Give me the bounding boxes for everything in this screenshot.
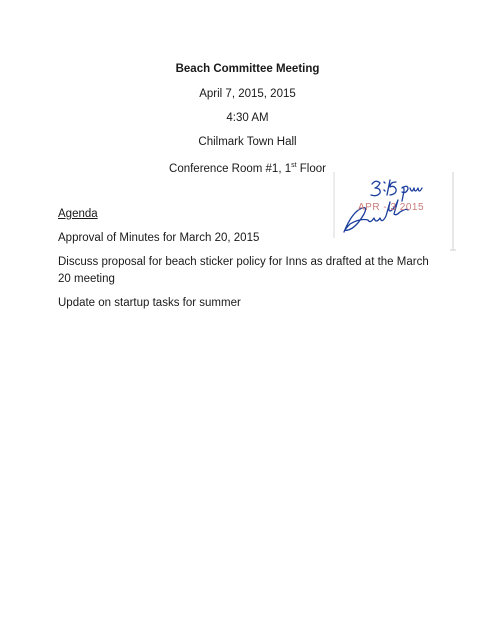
room-ordinal: st <box>291 162 297 169</box>
room-prefix: Conference Room #1, 1 <box>169 162 292 175</box>
meeting-title: Beach Committee Meeting <box>175 63 320 75</box>
agenda-item: Approval of Minutes for March 20, 2015 <box>58 232 260 244</box>
received-stamp <box>320 170 460 255</box>
agenda-item: Update on startup tasks for summer <box>58 297 241 309</box>
handwritten-time <box>371 180 422 201</box>
agenda-heading: Agenda <box>58 208 98 220</box>
meeting-date: April 7, 2015, 2015 <box>199 88 296 100</box>
meeting-time: 4:30 AM <box>226 112 269 124</box>
stamp-date: APR - 3 2015 <box>358 202 425 213</box>
room-suffix: Floor <box>296 162 326 175</box>
meeting-place: Chilmark Town Hall <box>198 136 297 148</box>
agenda-item: Discuss proposal for beach sticker policy for Inns as drafted at the March 20 meeting <box>58 256 429 285</box>
